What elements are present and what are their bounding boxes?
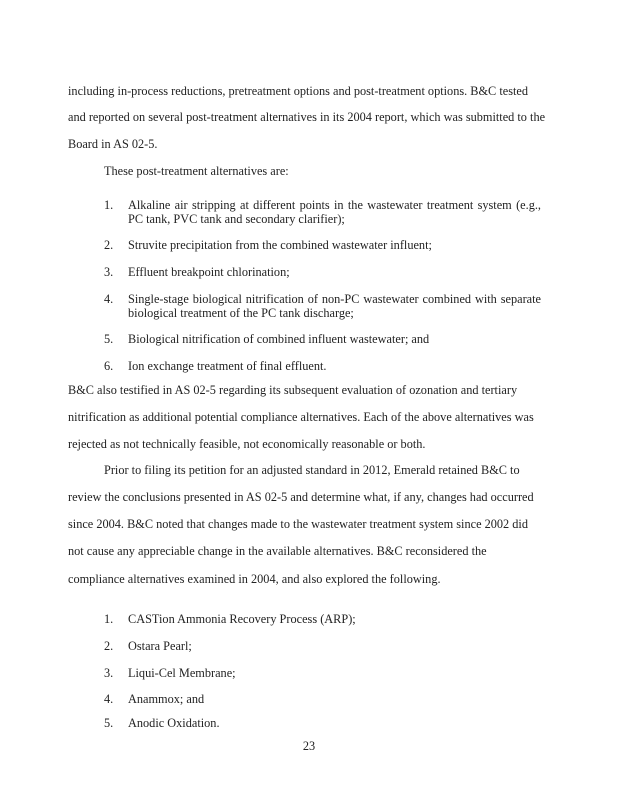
paragraph3-line-1: Prior to filing its petition for an adjusted standard in 2012, Emerald retained B&C to xyxy=(104,463,520,477)
paragraph1-line-2: and reported on several post-treatment alternatives in its 2004 report, which was submitted to the xyxy=(68,110,546,124)
list2-item-text: CASTion Ammonia Recovery Process (ARP); xyxy=(128,612,356,626)
list1-item-number: 2. xyxy=(104,238,114,252)
list1-item-text: Ion exchange treatment of final effluent. xyxy=(128,359,327,373)
list2-item-text: Ostara Pearl; xyxy=(128,639,192,653)
list1-item-text: Biological nitrification of combined influent wastewater; and xyxy=(128,332,430,346)
list2-item-number: 3. xyxy=(104,666,114,680)
paragraph1-line-3: Board in AS 02-5. xyxy=(68,137,158,151)
paragraph2-line-1: B&C also testified in AS 02-5 regarding its subsequent evaluation of ozonation and tertiary xyxy=(68,383,518,397)
list1-item-number: 1. xyxy=(104,198,114,212)
list1-item-number: 5. xyxy=(104,332,114,346)
list2-item-number: 2. xyxy=(104,639,114,653)
list2-item-number: 1. xyxy=(104,612,114,626)
list-intro: These post-treatment alternatives are: xyxy=(104,164,289,178)
list1-item-number: 3. xyxy=(104,265,114,279)
list1-item-text: Struvite precipitation from the combined wastewater influent; xyxy=(128,238,432,252)
paragraph2-line-2: nitrification as additional potential compliance alternatives. Each of the above alternatives was xyxy=(68,410,534,424)
paragraph3-line-2: review the conclusions presented in AS 02-5 and determine what, if any, changes had occurred xyxy=(68,490,534,504)
list1-item-text: Single-stage biological nitrification of non-PC wastewater combined with separate biological treatment of the PC tank discharge; xyxy=(128,292,541,320)
list1-item-number: 4. xyxy=(104,292,114,306)
list1-item-number: 6. xyxy=(104,359,114,373)
paragraph3-line-5: compliance alternatives examined in 2004, and also explored the following. xyxy=(68,572,441,586)
paragraph3-line-4: not cause any appreciable change in the available alternatives. B&C reconsidered the xyxy=(68,544,487,558)
page-number: 23 xyxy=(302,739,316,753)
list1-item-text: Effluent breakpoint chlorination; xyxy=(128,265,290,279)
paragraph1-line-1: including in-process reductions, pretreatment options and post-treatment options. B&C tested xyxy=(68,84,529,98)
list2-item-text: Anammox; and xyxy=(128,692,205,706)
list2-item-number: 5. xyxy=(104,716,114,730)
list1-item-text: Alkaline air stripping at different points in the wastewater treatment system (e.g., PC tank, PVC tank and secondary clarifier); xyxy=(128,198,541,226)
paragraph3-line-3: since 2004. B&C noted that changes made to the wastewater treatment system since 2002 did xyxy=(68,517,528,531)
list2-item-number: 4. xyxy=(104,692,114,706)
paragraph2-line-3: rejected as not technically feasible, not economically reasonable or both. xyxy=(68,437,426,451)
list2-item-text: Liqui-Cel Membrane; xyxy=(128,666,236,680)
list2-item-text: Anodic Oxidation. xyxy=(128,716,220,730)
